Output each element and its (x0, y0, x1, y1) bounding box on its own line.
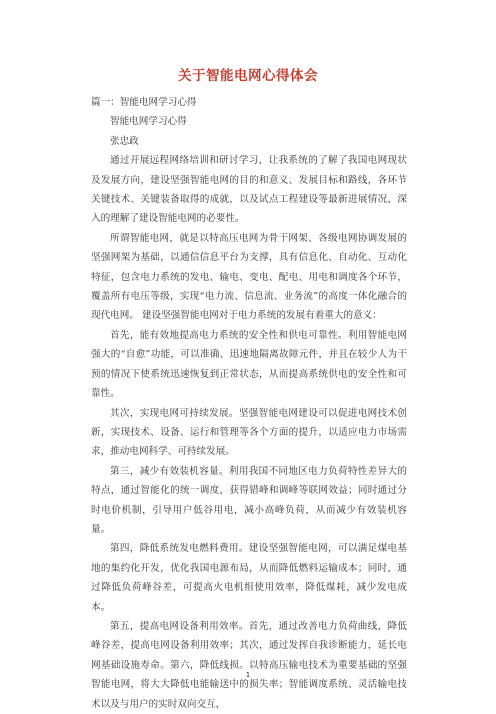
author-name: 张忠政 (110, 135, 139, 147)
paragraph: 所谓智能电网，就是以特高压电网为骨干网架、各级电网协调发展的坚强网架为基础，以通信信息平台为支撑，具有信息化、自动化、互动化特征，包含电力系统的发电、输电、变电、配电、用电和调度各个环节，覆盖所有电压等级，实现“电力流、信息流、业务流”的高度一体化融合的现代电网。 建设坚强智能电网对于电力系统的发展有着重大的意义： (91, 232, 407, 322)
paragraph: 通过开展远程网络培训和研讨学习，让我系统的了解了我国电网现状及发展方向，建设坚强智能电网的目的和意义、发展目标和路线，各环节关键技术、关键装备取得的成就，以及试点工程建设等最新进展情况，深入的理解了建设智能电网的必要性。 (91, 155, 407, 225)
paragraph: 第三，减少有效装机容量。利用我国不同地区电力负荷特性差异大的特点，通过智能化的统一调度，获得错峰和调峰等联网效益；同时通过分时电价机制，引导用户低谷用电，减小高峰负荷，从而减少有效装机容量。 (91, 465, 407, 535)
paragraph: 第五，提高电网设备利用效率。首先，通过改善电力负荷曲线，降低峰谷差，提高电网设备利用效率；其次，通过发挥自我诊断能力，延长电网基础设施寿命。第六，降低线损。以特高压输电技术为重要基础的坚强智能电网，将大大降低电能输送中的损失率；智能调度系统、灵活输电技术以及与用户的实时双向交互， (91, 620, 407, 710)
paragraph: 其次，实现电网可持续发展。坚强智能电网建设可以促进电网技术创新，实现技术、设备、运行和管理等各个方面的提升，以适应电力市场需求，推动电网科学、可持续发展。 (91, 407, 407, 458)
paragraph: 第四，降低系统发电燃料费用。建设坚强智能电网，可以满足煤电基地的集约化开发，优化我国电源布局，从而降低燃料运输成本；同时，通过降低负荷峰谷差，可提高火电机组使用效率，降低煤耗，减少发电成本。 (91, 543, 407, 613)
paragraph: 首先，能有效地提高电力系统的安全性和供电可靠性。利用智能电网强大的“自愈”功能，可以准确、迅速地隔离故障元件，并且在较少人为干预的情况下使系统迅速恢复到正常状态，从而提高系统供电的安全性和可靠性。 (91, 329, 407, 400)
article-subtitle: 智能电网学习心得 (110, 116, 187, 128)
page-number: 1 (245, 671, 251, 679)
section-heading: 篇一：智能电网学习心得 (91, 97, 197, 108)
document-title: 关于智能电网心得体会 (178, 68, 318, 84)
document-body (91, 93, 407, 714)
